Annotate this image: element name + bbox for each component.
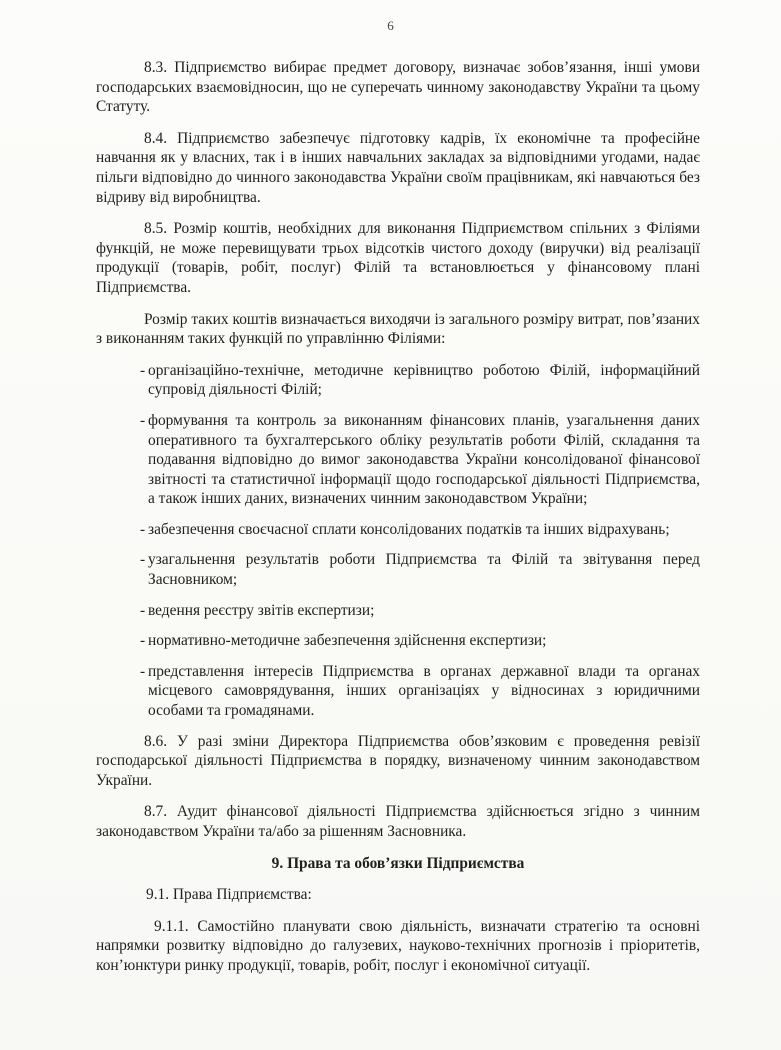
list-item bbox=[96, 520, 700, 540]
list-item-text: формування та контроль за виконанням фінансових планів, узагальнення даних оперативного та бухгалтерського обліку результатів роботи Філій, складання та подавання відповідно до вимог законодавства України консолідованої фінансової звітності та статистичної інформації щодо господарської діяльності Підприємства, а також інших даних, визначених чинним законодавством України; bbox=[148, 411, 700, 508]
list-item-text: забезпечення своєчасної сплати консолідованих податків та інших відрахувань; bbox=[148, 520, 670, 538]
paragraph-8-7: 8.7. Аудит фінансової діяльності Підприємства здійснюється згідно з чинним законодавством України та/або за рішенням Засновника. bbox=[96, 803, 700, 840]
list-item-text: нормативно-методичне забезпечення здійснення експертизи; bbox=[148, 632, 547, 650]
page-number: 6 bbox=[387, 18, 394, 33]
list-item-text: узагальнення результатів роботи Підприємства та Філій та звітування перед Засновником; bbox=[148, 551, 700, 589]
list-item-text: організаційно-технічне, методичне керівництво роботою Філій, інформаційний супровід діяльності Філій; bbox=[148, 361, 700, 399]
list-item-text: представлення інтересів Підприємства в органах державної влади та органах місцевого самоврядування, інших організаціях у відносинах з юридичними особами та громадянами. bbox=[148, 662, 700, 720]
list-item bbox=[96, 550, 700, 589]
list-dash: - bbox=[140, 411, 146, 429]
list-item bbox=[96, 411, 700, 509]
paragraph-9-1-1: 9.1.1. Самостійно планувати свою діяльність, визначати стратегію та основні напрямки розвитку відповідно до галузевих, науково-технічних прогнозів і пріоритетів, кон’юнктури ринку продукції, товарів, робіт, послуг і економічної ситуації. bbox=[96, 917, 700, 974]
list-item bbox=[96, 361, 700, 400]
list-dash: - bbox=[140, 551, 146, 569]
subsection-9-1: 9.1. Права Підприємства: bbox=[146, 886, 312, 904]
section-9-heading: 9. Права та обов’язки Підприємства bbox=[271, 854, 525, 872]
list-dash: - bbox=[140, 601, 146, 619]
document-body bbox=[96, 58, 700, 988]
list-item bbox=[96, 631, 700, 651]
list-dash: - bbox=[140, 520, 146, 538]
list-dash: - bbox=[140, 662, 146, 680]
list-dash: - bbox=[140, 632, 146, 650]
paragraph-8-5: 8.5. Розмір коштів, необхідних для виконання Підприємством спільних з Філіями функцій, не може перевищувати трьох відсотків чистого доходу (виручки) від реалізації продукції (товарів, робіт, послуг) Філій та встановлюється у фінансовому плані Підприємства. bbox=[96, 220, 700, 296]
paragraph-8-4: 8.4. Підприємство забезпечує підготовку кадрів, їх економічне та професійне навчання як у власних, так і в інших навчальних закладах за відповідними угодами, надає пільги відповідно до чинного законодавства України своїм працівникам, які навчаються без відриву від виробництва. bbox=[96, 129, 700, 206]
list-item bbox=[96, 601, 700, 621]
paragraph-8-6: 8.6. У разі зміни Директора Підприємства обов’язковим є проведення ревізії господарської діяльності Підприємства в порядку, визначеному чинним законодавством України. bbox=[96, 732, 700, 789]
list-dash: - bbox=[140, 361, 146, 379]
functions-list bbox=[96, 361, 700, 721]
list-item bbox=[96, 662, 700, 721]
paragraph-funds-size: Розмір таких коштів визначається виходячи із загального розміру витрат, пов’язаних з виконанням таких функцій по управлінню Філіями: bbox=[96, 310, 700, 348]
list-item-text: ведення реєстру звітів експертизи; bbox=[148, 601, 375, 619]
paragraph-8-3: 8.3. Підприємство вибирає предмет договору, визначає зобов’язання, інші умови господарських взаємовідносин, що не суперечать чинному законодавству України та цьому Статуту. bbox=[96, 59, 700, 116]
